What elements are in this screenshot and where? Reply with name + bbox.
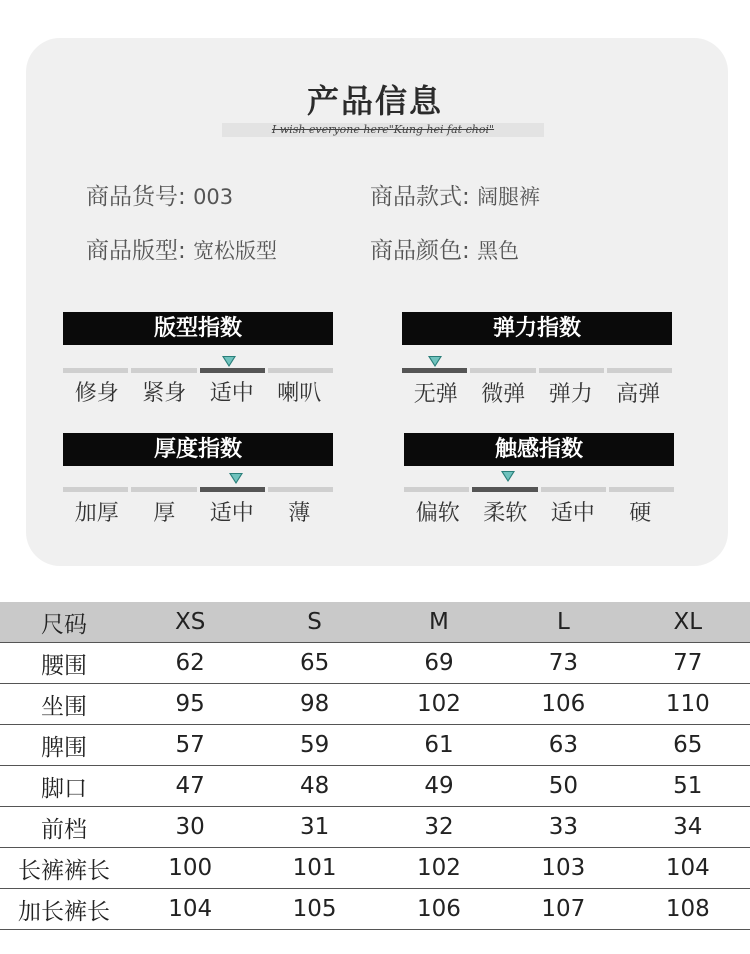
table-cell: 前档 (0, 807, 128, 848)
elasticity-scale-seg-2 (539, 368, 604, 373)
table-cell: 104 (128, 889, 252, 930)
table-cell: 65 (626, 725, 750, 766)
fit-index-scale (63, 368, 333, 373)
table-row (0, 766, 750, 807)
table-cell: 30 (128, 807, 252, 848)
item-number-row (86, 178, 233, 211)
thickness-scale-seg-0 (63, 487, 128, 492)
table-cell: 102 (377, 684, 501, 725)
touch-option: 适中 (550, 501, 595, 526)
elasticity-scale-seg-3 (607, 368, 672, 373)
fit-row (86, 232, 277, 265)
table-cell: 106 (501, 684, 625, 725)
table-cell: 65 (252, 643, 376, 684)
table-cell: 107 (501, 889, 625, 930)
size-table-header (0, 602, 750, 643)
table-row (0, 684, 750, 725)
thickness-index-header: 厚度指数 (63, 433, 333, 466)
style-label: 商品款式: (370, 184, 470, 210)
table-cell: 106 (377, 889, 501, 930)
header-cell: S (252, 602, 376, 643)
elasticity-index-marker-icon (428, 356, 442, 367)
table-cell: 77 (626, 643, 750, 684)
table-cell: 105 (252, 889, 376, 930)
elasticity-index-labels (402, 377, 672, 408)
elasticity-option: 高弹 (616, 382, 661, 407)
fit-scale-seg-0 (63, 368, 128, 373)
header-cell: 尺码 (0, 602, 128, 643)
fit-scale-seg-2 (200, 368, 265, 373)
fit-option: 修身 (74, 381, 119, 406)
table-cell: 脚口 (0, 766, 128, 807)
color-value: 黑色 (477, 239, 520, 263)
header-cell: XS (128, 602, 252, 643)
header-cell: XL (626, 602, 750, 643)
table-row (0, 725, 750, 766)
touch-index-marker-icon (501, 471, 515, 482)
table-cell: 48 (252, 766, 376, 807)
fit-index-labels (63, 376, 333, 407)
table-cell: 51 (626, 766, 750, 807)
color-label: 商品颜色: (370, 238, 470, 264)
table-row (0, 848, 750, 889)
header-cell: L (501, 602, 625, 643)
table-cell: 73 (501, 643, 625, 684)
table-cell: 加长裤长 (0, 889, 128, 930)
table-cell: 104 (626, 848, 750, 889)
thickness-index-labels (63, 496, 333, 527)
fit-option: 适中 (209, 381, 254, 406)
color-row (370, 232, 519, 265)
thickness-scale-seg-2 (200, 487, 265, 492)
header-cell: M (377, 602, 501, 643)
table-cell: 102 (377, 848, 501, 889)
touch-option: 硬 (629, 501, 652, 526)
table-cell: 61 (377, 725, 501, 766)
page-subtitle: I wish everyone here"Kung hei fat choi" (271, 123, 495, 136)
table-row (0, 889, 750, 930)
fit-label: 商品版型: (86, 238, 186, 264)
table-cell: 108 (626, 889, 750, 930)
table-cell: 脾围 (0, 725, 128, 766)
touch-scale-seg-3 (609, 487, 674, 492)
fit-scale-seg-1 (131, 368, 196, 373)
touch-index-labels (404, 496, 674, 527)
table-cell: 101 (252, 848, 376, 889)
elasticity-scale-seg-1 (470, 368, 535, 373)
fit-option: 喇叭 (277, 381, 322, 406)
fit-option: 紧身 (142, 381, 187, 406)
table-row (0, 807, 750, 848)
fit-index-header: 版型指数 (63, 312, 333, 345)
table-cell: 34 (626, 807, 750, 848)
item-number-label: 商品货号: (86, 184, 186, 210)
touch-scale-seg-2 (541, 487, 606, 492)
size-table (0, 602, 750, 930)
table-cell: 98 (252, 684, 376, 725)
table-cell: 31 (252, 807, 376, 848)
table-cell: 47 (128, 766, 252, 807)
touch-index-header: 触感指数 (404, 433, 674, 466)
item-number-value: 003 (193, 185, 234, 209)
table-cell: 103 (501, 848, 625, 889)
table-cell: 长裤裤长 (0, 848, 128, 889)
table-cell: 100 (128, 848, 252, 889)
table-cell: 69 (377, 643, 501, 684)
touch-scale-seg-1 (472, 487, 537, 492)
thickness-option: 薄 (288, 501, 311, 526)
table-cell: 坐围 (0, 684, 128, 725)
thickness-option: 适中 (209, 501, 254, 526)
fit-index-marker-icon (222, 356, 236, 367)
fit-value: 宽松版型 (193, 239, 278, 263)
table-cell: 62 (128, 643, 252, 684)
elasticity-option: 无弹 (413, 382, 458, 407)
touch-option: 柔软 (483, 501, 528, 526)
elasticity-index-header: 弹力指数 (402, 312, 672, 345)
table-row (0, 643, 750, 684)
thickness-option: 厚 (153, 501, 176, 526)
table-cell: 57 (128, 725, 252, 766)
thickness-index-marker-icon (229, 473, 243, 484)
page-title: 产品信息 (306, 82, 443, 120)
thickness-scale-seg-3 (268, 487, 333, 492)
thickness-index-scale (63, 487, 333, 492)
touch-option: 偏软 (415, 501, 460, 526)
elasticity-option: 微弹 (481, 382, 526, 407)
table-cell: 腰围 (0, 643, 128, 684)
table-cell: 95 (128, 684, 252, 725)
style-value: 阔腿裤 (477, 185, 541, 209)
style-row (370, 178, 540, 211)
touch-index-scale (404, 487, 674, 492)
table-cell: 50 (501, 766, 625, 807)
table-cell: 63 (501, 725, 625, 766)
touch-scale-seg-0 (404, 487, 469, 492)
elasticity-scale-seg-0 (402, 368, 467, 373)
thickness-scale-seg-1 (131, 487, 196, 492)
table-cell: 49 (377, 766, 501, 807)
table-cell: 110 (626, 684, 750, 725)
elasticity-index-scale (402, 368, 672, 373)
thickness-option: 加厚 (74, 501, 119, 526)
elasticity-option: 弹力 (548, 382, 593, 407)
table-cell: 32 (377, 807, 501, 848)
table-cell: 33 (501, 807, 625, 848)
table-cell: 59 (252, 725, 376, 766)
fit-scale-seg-3 (268, 368, 333, 373)
